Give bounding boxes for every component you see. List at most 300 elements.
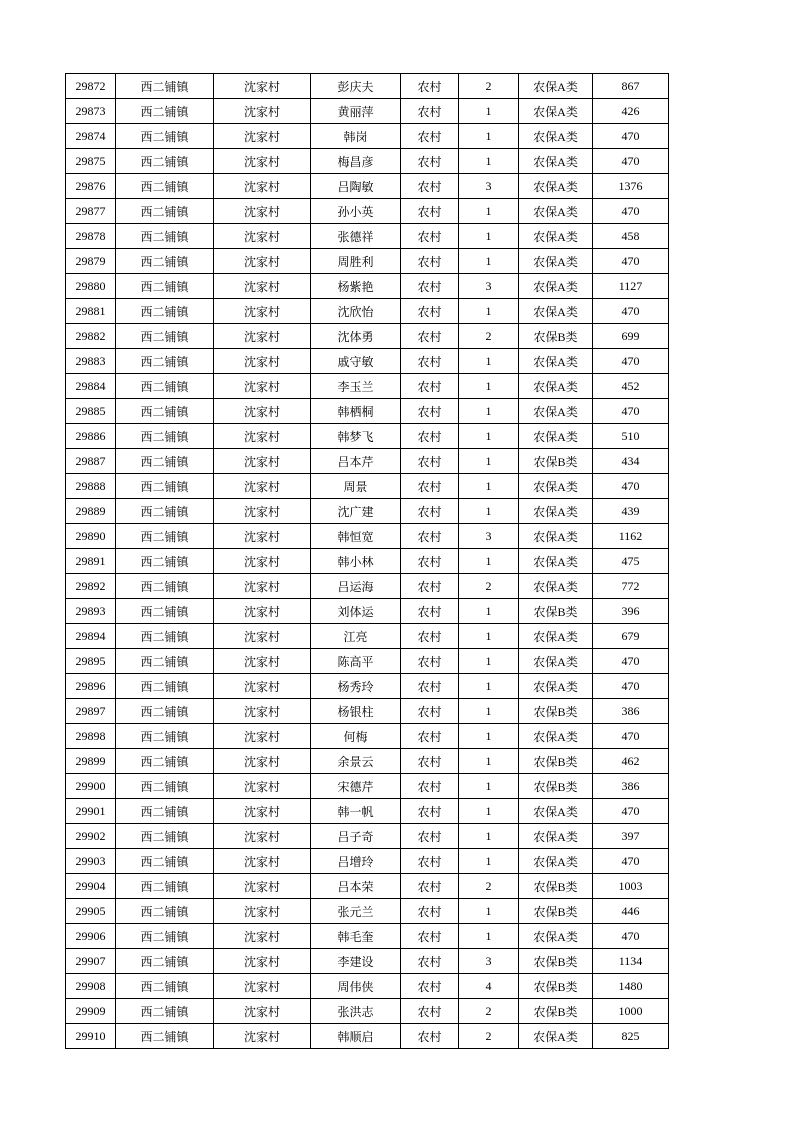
table-cell-amount: 470 — [593, 649, 669, 674]
table-cell-town: 西二铺镇 — [116, 399, 214, 424]
table-cell-name: 戚守敏 — [311, 349, 401, 374]
table-cell-name: 吕陶敏 — [311, 174, 401, 199]
table-cell-village: 沈家村 — [214, 524, 311, 549]
table-row — [66, 174, 669, 199]
table-row — [66, 849, 669, 874]
table-cell-name: 宋德芹 — [311, 774, 401, 799]
table-cell-category: 农保A类 — [519, 199, 593, 224]
table-cell-id: 29879 — [66, 249, 116, 274]
table-cell-type: 农村 — [401, 299, 459, 324]
table-row — [66, 449, 669, 474]
table-cell-town: 西二铺镇 — [116, 224, 214, 249]
table-cell-type: 农村 — [401, 224, 459, 249]
table-row — [66, 799, 669, 824]
table-cell-village: 沈家村 — [214, 774, 311, 799]
table-cell-category: 农保A类 — [519, 374, 593, 399]
table-row — [66, 1024, 669, 1049]
table-cell-village: 沈家村 — [214, 574, 311, 599]
table-cell-village: 沈家村 — [214, 849, 311, 874]
table-cell-category: 农保A类 — [519, 99, 593, 124]
records-table — [65, 73, 669, 1049]
table-cell-village: 沈家村 — [214, 224, 311, 249]
table-cell-count: 1 — [459, 474, 519, 499]
table-cell-category: 农保A类 — [519, 149, 593, 174]
table-row — [66, 474, 669, 499]
table-cell-town: 西二铺镇 — [116, 849, 214, 874]
table-cell-name: 韩小林 — [311, 549, 401, 574]
table-cell-name: 韩一帆 — [311, 799, 401, 824]
table-row — [66, 824, 669, 849]
table-row — [66, 224, 669, 249]
table-cell-type: 农村 — [401, 324, 459, 349]
table-cell-town: 西二铺镇 — [116, 774, 214, 799]
table-cell-count: 1 — [459, 249, 519, 274]
table-cell-count: 1 — [459, 299, 519, 324]
table-cell-town: 西二铺镇 — [116, 424, 214, 449]
table-cell-count: 1 — [459, 849, 519, 874]
table-cell-type: 农村 — [401, 924, 459, 949]
table-cell-amount: 446 — [593, 899, 669, 924]
table-cell-type: 农村 — [401, 599, 459, 624]
table-cell-category: 农保A类 — [519, 499, 593, 524]
table-cell-village: 沈家村 — [214, 674, 311, 699]
table-cell-type: 农村 — [401, 949, 459, 974]
table-cell-id: 29889 — [66, 499, 116, 524]
table-cell-category: 农保B类 — [519, 449, 593, 474]
table-cell-category: 农保A类 — [519, 274, 593, 299]
records-table-body — [66, 74, 669, 1049]
table-row — [66, 324, 669, 349]
table-cell-village: 沈家村 — [214, 874, 311, 899]
table-cell-count: 1 — [459, 824, 519, 849]
table-cell-id: 29890 — [66, 524, 116, 549]
table-cell-town: 西二铺镇 — [116, 649, 214, 674]
table-cell-amount: 462 — [593, 749, 669, 774]
table-cell-name: 陈高平 — [311, 649, 401, 674]
table-cell-count: 1 — [459, 649, 519, 674]
table-cell-type: 农村 — [401, 274, 459, 299]
table-cell-name: 彭庆夫 — [311, 74, 401, 99]
table-cell-town: 西二铺镇 — [116, 624, 214, 649]
table-cell-village: 沈家村 — [214, 449, 311, 474]
table-cell-category: 农保A类 — [519, 849, 593, 874]
table-cell-id: 29892 — [66, 574, 116, 599]
table-cell-amount: 1000 — [593, 999, 669, 1024]
table-cell-category: 农保A类 — [519, 574, 593, 599]
table-cell-town: 西二铺镇 — [116, 349, 214, 374]
table-cell-amount: 386 — [593, 774, 669, 799]
table-cell-count: 3 — [459, 524, 519, 549]
table-cell-town: 西二铺镇 — [116, 949, 214, 974]
table-cell-type: 农村 — [401, 424, 459, 449]
table-cell-amount: 397 — [593, 824, 669, 849]
table-cell-category: 农保A类 — [519, 674, 593, 699]
table-cell-id: 29908 — [66, 974, 116, 999]
table-row — [66, 249, 669, 274]
table-cell-amount: 470 — [593, 149, 669, 174]
table-cell-town: 西二铺镇 — [116, 524, 214, 549]
table-cell-town: 西二铺镇 — [116, 174, 214, 199]
table-cell-village: 沈家村 — [214, 824, 311, 849]
table-cell-town: 西二铺镇 — [116, 699, 214, 724]
table-cell-id: 29894 — [66, 624, 116, 649]
table-cell-name: 刘体运 — [311, 599, 401, 624]
table-cell-village: 沈家村 — [214, 624, 311, 649]
table-cell-id: 29873 — [66, 99, 116, 124]
table-cell-town: 西二铺镇 — [116, 374, 214, 399]
table-cell-name: 韩顺启 — [311, 1024, 401, 1049]
table-cell-amount: 439 — [593, 499, 669, 524]
table-cell-village: 沈家村 — [214, 399, 311, 424]
table-cell-type: 农村 — [401, 774, 459, 799]
table-cell-village: 沈家村 — [214, 899, 311, 924]
table-cell-name: 韩栖桐 — [311, 399, 401, 424]
table-cell-name: 韩恒宽 — [311, 524, 401, 549]
table-cell-category: 农保B类 — [519, 874, 593, 899]
table-cell-category: 农保B类 — [519, 899, 593, 924]
table-row — [66, 99, 669, 124]
table-cell-town: 西二铺镇 — [116, 899, 214, 924]
table-cell-town: 西二铺镇 — [116, 299, 214, 324]
table-cell-count: 1 — [459, 899, 519, 924]
table-cell-category: 农保A类 — [519, 249, 593, 274]
table-cell-type: 农村 — [401, 374, 459, 399]
table-cell-amount: 1134 — [593, 949, 669, 974]
table-cell-amount: 458 — [593, 224, 669, 249]
table-cell-type: 农村 — [401, 724, 459, 749]
table-cell-count: 1 — [459, 449, 519, 474]
table-row — [66, 199, 669, 224]
table-cell-category: 农保B类 — [519, 599, 593, 624]
table-cell-id: 29887 — [66, 449, 116, 474]
table-row — [66, 299, 669, 324]
table-cell-town: 西二铺镇 — [116, 974, 214, 999]
table-row — [66, 949, 669, 974]
table-row — [66, 674, 669, 699]
table-cell-id: 29883 — [66, 349, 116, 374]
table-cell-amount: 396 — [593, 599, 669, 624]
table-cell-count: 2 — [459, 574, 519, 599]
table-row — [66, 599, 669, 624]
table-cell-village: 沈家村 — [214, 599, 311, 624]
table-cell-name: 韩梦飞 — [311, 424, 401, 449]
table-cell-type: 农村 — [401, 1024, 459, 1049]
table-cell-amount: 452 — [593, 374, 669, 399]
table-cell-type: 农村 — [401, 824, 459, 849]
table-cell-category: 农保B类 — [519, 324, 593, 349]
table-cell-count: 1 — [459, 349, 519, 374]
table-cell-name: 韩岗 — [311, 124, 401, 149]
table-cell-town: 西二铺镇 — [116, 874, 214, 899]
table-cell-type: 农村 — [401, 124, 459, 149]
table-cell-village: 沈家村 — [214, 124, 311, 149]
table-cell-type: 农村 — [401, 474, 459, 499]
table-cell-category: 农保A类 — [519, 1024, 593, 1049]
table-cell-id: 29898 — [66, 724, 116, 749]
table-cell-village: 沈家村 — [214, 474, 311, 499]
table-cell-id: 29886 — [66, 424, 116, 449]
table-cell-town: 西二铺镇 — [116, 149, 214, 174]
table-cell-count: 1 — [459, 924, 519, 949]
table-cell-count: 1 — [459, 374, 519, 399]
table-cell-id: 29874 — [66, 124, 116, 149]
table-cell-category: 农保A类 — [519, 524, 593, 549]
table-cell-town: 西二铺镇 — [116, 674, 214, 699]
table-cell-village: 沈家村 — [214, 424, 311, 449]
table-row — [66, 874, 669, 899]
table-cell-count: 1 — [459, 749, 519, 774]
table-cell-type: 农村 — [401, 799, 459, 824]
table-cell-type: 农村 — [401, 624, 459, 649]
table-cell-village: 沈家村 — [214, 349, 311, 374]
table-cell-count: 1 — [459, 549, 519, 574]
table-cell-amount: 699 — [593, 324, 669, 349]
table-cell-town: 西二铺镇 — [116, 749, 214, 774]
table-row — [66, 999, 669, 1024]
table-row — [66, 774, 669, 799]
table-cell-amount: 1376 — [593, 174, 669, 199]
table-cell-category: 农保B类 — [519, 749, 593, 774]
table-cell-type: 农村 — [401, 399, 459, 424]
table-cell-count: 1 — [459, 149, 519, 174]
table-row — [66, 124, 669, 149]
table-cell-count: 1 — [459, 424, 519, 449]
table-cell-village: 沈家村 — [214, 924, 311, 949]
table-cell-type: 农村 — [401, 899, 459, 924]
table-cell-count: 3 — [459, 174, 519, 199]
table-cell-count: 1 — [459, 99, 519, 124]
table-cell-name: 吕子奇 — [311, 824, 401, 849]
table-cell-name: 沈广建 — [311, 499, 401, 524]
table-cell-amount: 470 — [593, 349, 669, 374]
table-cell-town: 西二铺镇 — [116, 249, 214, 274]
table-cell-id: 29905 — [66, 899, 116, 924]
table-row — [66, 349, 669, 374]
table-cell-id: 29888 — [66, 474, 116, 499]
table-cell-type: 农村 — [401, 849, 459, 874]
table-cell-category: 农保A类 — [519, 799, 593, 824]
table-cell-town: 西二铺镇 — [116, 574, 214, 599]
table-cell-category: 农保A类 — [519, 424, 593, 449]
table-cell-town: 西二铺镇 — [116, 324, 214, 349]
table-cell-village: 沈家村 — [214, 749, 311, 774]
table-cell-amount: 1480 — [593, 974, 669, 999]
table-cell-category: 农保A类 — [519, 824, 593, 849]
table-cell-village: 沈家村 — [214, 999, 311, 1024]
table-cell-type: 农村 — [401, 499, 459, 524]
table-cell-name: 何梅 — [311, 724, 401, 749]
table-cell-type: 农村 — [401, 974, 459, 999]
table-cell-name: 张德祥 — [311, 224, 401, 249]
table-cell-amount: 470 — [593, 724, 669, 749]
table-cell-town: 西二铺镇 — [116, 499, 214, 524]
table-cell-town: 西二铺镇 — [116, 74, 214, 99]
table-cell-name: 杨紫艳 — [311, 274, 401, 299]
table-cell-count: 1 — [459, 224, 519, 249]
table-cell-town: 西二铺镇 — [116, 1024, 214, 1049]
table-cell-category: 农保A类 — [519, 349, 593, 374]
table-cell-type: 农村 — [401, 174, 459, 199]
table-row — [66, 374, 669, 399]
table-cell-name: 韩毛奎 — [311, 924, 401, 949]
table-cell-category: 农保B类 — [519, 949, 593, 974]
table-cell-id: 29901 — [66, 799, 116, 824]
table-cell-amount: 825 — [593, 1024, 669, 1049]
table-cell-id: 29882 — [66, 324, 116, 349]
table-cell-village: 沈家村 — [214, 149, 311, 174]
table-cell-count: 1 — [459, 774, 519, 799]
table-cell-category: 农保B类 — [519, 774, 593, 799]
table-cell-amount: 1003 — [593, 874, 669, 899]
table-cell-category: 农保A类 — [519, 649, 593, 674]
table-cell-count: 1 — [459, 399, 519, 424]
table-cell-town: 西二铺镇 — [116, 924, 214, 949]
table-cell-name: 黄丽萍 — [311, 99, 401, 124]
table-cell-count: 1 — [459, 624, 519, 649]
table-cell-id: 29893 — [66, 599, 116, 624]
table-cell-amount: 867 — [593, 74, 669, 99]
table-cell-type: 农村 — [401, 549, 459, 574]
table-cell-name: 沈欣怡 — [311, 299, 401, 324]
table-cell-type: 农村 — [401, 199, 459, 224]
table-cell-village: 沈家村 — [214, 74, 311, 99]
table-cell-id: 29902 — [66, 824, 116, 849]
table-cell-count: 1 — [459, 699, 519, 724]
table-cell-type: 农村 — [401, 99, 459, 124]
table-cell-amount: 470 — [593, 799, 669, 824]
table-cell-amount: 470 — [593, 399, 669, 424]
table-cell-name: 周景 — [311, 474, 401, 499]
table-cell-name: 梅昌彦 — [311, 149, 401, 174]
table-cell-town: 西二铺镇 — [116, 799, 214, 824]
table-cell-town: 西二铺镇 — [116, 99, 214, 124]
table-cell-id: 29880 — [66, 274, 116, 299]
table-cell-type: 农村 — [401, 999, 459, 1024]
table-cell-count: 1 — [459, 724, 519, 749]
table-cell-category: 农保A类 — [519, 624, 593, 649]
table-cell-name: 李建设 — [311, 949, 401, 974]
table-cell-type: 农村 — [401, 449, 459, 474]
table-cell-town: 西二铺镇 — [116, 124, 214, 149]
table-cell-amount: 772 — [593, 574, 669, 599]
table-row — [66, 924, 669, 949]
table-row — [66, 74, 669, 99]
table-cell-village: 沈家村 — [214, 249, 311, 274]
table-cell-town: 西二铺镇 — [116, 724, 214, 749]
table-cell-category: 农保A类 — [519, 549, 593, 574]
table-row — [66, 424, 669, 449]
table-cell-category: 农保A类 — [519, 299, 593, 324]
table-row — [66, 749, 669, 774]
table-cell-id: 29884 — [66, 374, 116, 399]
table-cell-id: 29906 — [66, 924, 116, 949]
table-cell-village: 沈家村 — [214, 299, 311, 324]
table-cell-town: 西二铺镇 — [116, 824, 214, 849]
table-cell-type: 农村 — [401, 149, 459, 174]
table-cell-count: 4 — [459, 974, 519, 999]
table-cell-id: 29899 — [66, 749, 116, 774]
table-cell-category: 农保A类 — [519, 474, 593, 499]
table-cell-town: 西二铺镇 — [116, 999, 214, 1024]
table-cell-amount: 1127 — [593, 274, 669, 299]
table-row — [66, 724, 669, 749]
table-cell-count: 1 — [459, 199, 519, 224]
table-cell-village: 沈家村 — [214, 949, 311, 974]
table-cell-count: 2 — [459, 999, 519, 1024]
table-cell-category: 农保A类 — [519, 124, 593, 149]
table-cell-category: 农保A类 — [519, 724, 593, 749]
table-cell-town: 西二铺镇 — [116, 199, 214, 224]
table-row — [66, 524, 669, 549]
table-cell-type: 农村 — [401, 674, 459, 699]
table-cell-name: 杨秀玲 — [311, 674, 401, 699]
table-cell-name: 李玉兰 — [311, 374, 401, 399]
table-cell-name: 张洪志 — [311, 999, 401, 1024]
table-cell-amount: 434 — [593, 449, 669, 474]
table-row — [66, 699, 669, 724]
table-cell-village: 沈家村 — [214, 499, 311, 524]
table-cell-village: 沈家村 — [214, 699, 311, 724]
table-cell-name: 吕本荣 — [311, 874, 401, 899]
table-cell-name: 吕增玲 — [311, 849, 401, 874]
table-cell-id: 29897 — [66, 699, 116, 724]
table-cell-village: 沈家村 — [214, 1024, 311, 1049]
table-cell-type: 农村 — [401, 249, 459, 274]
table-cell-amount: 679 — [593, 624, 669, 649]
table-cell-name: 沈体勇 — [311, 324, 401, 349]
table-cell-id: 29895 — [66, 649, 116, 674]
table-cell-category: 农保A类 — [519, 74, 593, 99]
table-cell-count: 1 — [459, 599, 519, 624]
table-cell-category: 农保A类 — [519, 174, 593, 199]
table-cell-id: 29903 — [66, 849, 116, 874]
table-cell-name: 吕本芹 — [311, 449, 401, 474]
table-cell-name: 杨银柱 — [311, 699, 401, 724]
table-cell-count: 2 — [459, 324, 519, 349]
table-cell-id: 29904 — [66, 874, 116, 899]
table-cell-amount: 470 — [593, 249, 669, 274]
table-cell-category: 农保B类 — [519, 999, 593, 1024]
table-cell-category: 农保A类 — [519, 399, 593, 424]
table-cell-name: 周伟侠 — [311, 974, 401, 999]
table-cell-id: 29891 — [66, 549, 116, 574]
table-cell-name: 余景云 — [311, 749, 401, 774]
table-cell-amount: 470 — [593, 199, 669, 224]
table-cell-id: 29877 — [66, 199, 116, 224]
table-cell-village: 沈家村 — [214, 974, 311, 999]
table-cell-village: 沈家村 — [214, 549, 311, 574]
table-cell-type: 农村 — [401, 649, 459, 674]
table-cell-amount: 470 — [593, 124, 669, 149]
table-cell-name: 江亮 — [311, 624, 401, 649]
table-cell-count: 1 — [459, 499, 519, 524]
table-row — [66, 974, 669, 999]
table-cell-type: 农村 — [401, 574, 459, 599]
table-cell-amount: 470 — [593, 849, 669, 874]
table-cell-count: 1 — [459, 124, 519, 149]
table-row — [66, 399, 669, 424]
table-cell-name: 张元兰 — [311, 899, 401, 924]
table-cell-name: 孙小英 — [311, 199, 401, 224]
table-cell-count: 3 — [459, 274, 519, 299]
table-cell-village: 沈家村 — [214, 324, 311, 349]
table-cell-id: 29896 — [66, 674, 116, 699]
table-cell-village: 沈家村 — [214, 99, 311, 124]
table-row — [66, 149, 669, 174]
table-cell-type: 农村 — [401, 874, 459, 899]
table-cell-id: 29885 — [66, 399, 116, 424]
table-cell-type: 农村 — [401, 749, 459, 774]
